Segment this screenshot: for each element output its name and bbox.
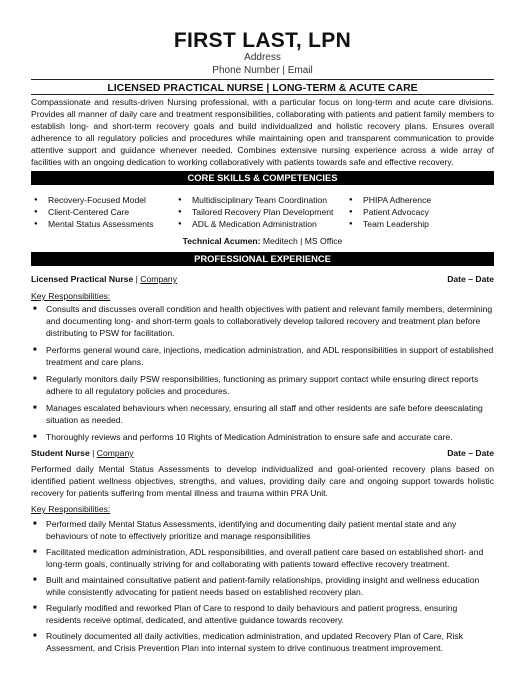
summary-paragraph: Compassionate and results-driven Nursing professional, with a particular focus on long-term and acute care divisions. Provides all manner of daily care and treatment responsibilities, collaborating with patients and patient family members to establish long- and short-term recovery goals and build individualized and holistic recovery plans. Ensures overall adherence to all regulatory policies and procedures while maintaining open and transparent communication to provide attentive support and guidance whenever needed. Combines extensive nursing experience across a wide array of facilities with an ongoing dedication to working collaboratively with patients towards safe and effective recovery. (31, 97, 494, 167)
skill-item: ● Team Leadership (346, 218, 431, 230)
job-2-company: Company (96, 448, 134, 458)
job-1-dates: Date – Date (447, 274, 494, 284)
skill-item: ● ADL & Medication Administration (175, 218, 333, 230)
skills-column-2 (175, 194, 333, 230)
bullet-item: ■ Performed daily Mental Status Assessments, identifying and documenting daily patient mental state and any behaviours of note to effectively prioritize and manage responsibilities (31, 518, 494, 542)
core-skills-heading: CORE SKILLS & COMPETENCIES (31, 171, 494, 185)
technical-acumen-value: Meditech | MS Office (260, 236, 343, 246)
job-1-header (31, 273, 494, 285)
skill-item: ● Client-Centered Care (31, 206, 154, 218)
job-1-separator: | (133, 274, 141, 284)
header-divider-top (31, 79, 494, 80)
job-2-bullets (31, 518, 494, 654)
address: Address (244, 52, 281, 63)
skills-column-1 (31, 194, 154, 230)
bullet-item: ■ Thoroughly reviews and performs 10 Rights of Medication Administration to ensure safe and accurate care. (31, 431, 494, 443)
professional-headline: LICENSED PRACTICAL NURSE | LONG-TERM & ACUTE CARE (107, 82, 418, 94)
job-2-key-responsibilities-heading: Key Responsibilities: (31, 504, 111, 514)
skill-item: ● Tailored Recovery Plan Development (175, 206, 333, 218)
skill-item: ● Recovery-Focused Model (31, 194, 154, 206)
bullet-item: ■ Performs general wound care, injections, medication administration, and ADL responsibilities in support of established treatment and care plans. (31, 344, 494, 368)
technical-acumen (31, 235, 494, 247)
bullet-item: ■ Routinely documented all daily activities, medication administration, and updated Recovery Plan of Care, Risk Assessment, and Crisis Prevention Plan into internal system to drive continuous treatment improvement. (31, 630, 494, 654)
job-2-separator: | (89, 448, 97, 458)
skill-item: ● PHIPA Adherence (346, 194, 431, 206)
bullet-item: ■ Manages escalated behaviours when necessary, ensuring all staff and other residents are safe before deescalating situation as needed. (31, 402, 494, 426)
skill-item: ● Mental Status Assessments (31, 218, 154, 230)
job-1-title: Licensed Practical Nurse (31, 274, 134, 284)
header-divider-bottom (31, 94, 494, 95)
technical-acumen-label: Technical Acumen: (182, 236, 261, 246)
job-2-dates: Date – Date (447, 448, 494, 458)
job-2-description: Performed daily Mental Status Assessments to develop individualized and goal-oriented recovery plans based on identified patient wellness objectives, strengths, and values, providing daily care and ongoing support towards holistic recovery for patients suffering from mental illness and trauma within PRA Unit. (31, 464, 494, 498)
job-2-header (31, 447, 494, 459)
job-1-company: Company (140, 274, 178, 284)
job-1-bullets (31, 303, 494, 443)
experience-heading: PROFESSIONAL EXPERIENCE (31, 252, 494, 266)
skill-item: ● Multidisciplinary Team Coordination (175, 194, 333, 206)
bullet-item: ■ Built and maintained consultative patient and patient-family relationships, providing insight and wellness education while consistently advocating for patient needs based on established recovery plan. (31, 574, 494, 598)
bullet-item: ■ Facilitated medication administration, ADL responsibilities, and overall patient care based on established short- and long-term goals, continually striving for and collaborating with patients toward effective recovery treatment. (31, 546, 494, 570)
bullet-item: ■ Consults and discusses overall condition and health objectives with patient and relevant family members, determining and documenting long- and short-term goals to collaboratively develop tailored recovery and treatment plan before distributing to PSW for facilitation. (31, 303, 494, 339)
skill-item: ● Patient Advocacy (346, 206, 431, 218)
job-1-key-responsibilities-heading: Key Responsibilities: (31, 291, 111, 301)
bullet-item: ■ Regularly monitors daily PSW responsibilities, functioning as primary support contact while ensuring direct reports adhere to all regulatory policies and procedures. (31, 373, 494, 397)
candidate-name: FIRST LAST, LPN (173, 29, 352, 52)
bullet-item: ■ Regularly modified and reworked Plan of Care to respond to daily behaviours and patient progress, ensuring residents receive optimal, dedicated, and attentive guidance towards recovery. (31, 602, 494, 626)
skills-column-3 (346, 194, 431, 230)
job-2-title: Student Nurse (31, 448, 90, 458)
contact-info: Phone Number | Email (212, 65, 313, 76)
